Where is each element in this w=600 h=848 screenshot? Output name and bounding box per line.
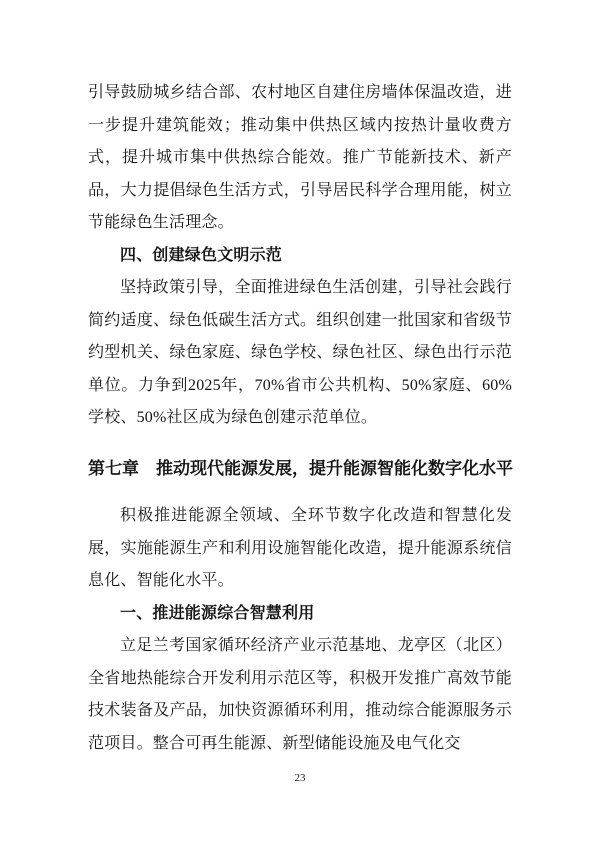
chapter-seven-heading: 第七章 推动现代能源发展，提升能源智能化数字化水平 (88, 458, 513, 478)
chapter-seven-intro-paragraph: 积极推进能源全领域、全环节数字化改造和智慧化发展，实施能源生产和利用设施智能化改造，提升能源系统信息化、智能化水平。 (88, 507, 512, 589)
section-one-heading: 一、推进能源综合智慧利用 (120, 604, 315, 622)
page-number: 23 (294, 772, 306, 784)
page-content (88, 77, 512, 760)
section-four-paragraph: 坚持政策引导，全面推进绿色生活创建，引导社会践行简约适度、绿色低碳生活方式。组织创建一批国家和省级节约型机关、绿色家庭、绿色学校、绿色社区、绿色出行示范单位。力争到2025年，70%省市公共机构、50%家庭、60%学校、50%社区成为绿色创建示范单位。 (88, 279, 512, 426)
section-four-heading: 四、创建绿色文明示范 (120, 246, 283, 264)
continued-paragraph: 引导鼓励城乡结合部、农村地区自建住房墙体保温改造，进一步提升建筑能效；推动集中供热区域内按热计量收费方式，提升城市集中供热综合能效。推广节能新技术、新产品，大力提倡绿色生活方式，引导居民科学合理用能，树立节能绿色生活理念。 (88, 84, 512, 231)
section-one-paragraph: 立足兰考国家循环经济产业示范基地、龙亭区（北区）全省地热能综合开发利用示范区等，积极开发推广高效节能技术装备及产品，加快资源循环利用，推动综合能源服务示范项目。整合可再生能源、新型储能设施及电气化交 (88, 637, 512, 752)
